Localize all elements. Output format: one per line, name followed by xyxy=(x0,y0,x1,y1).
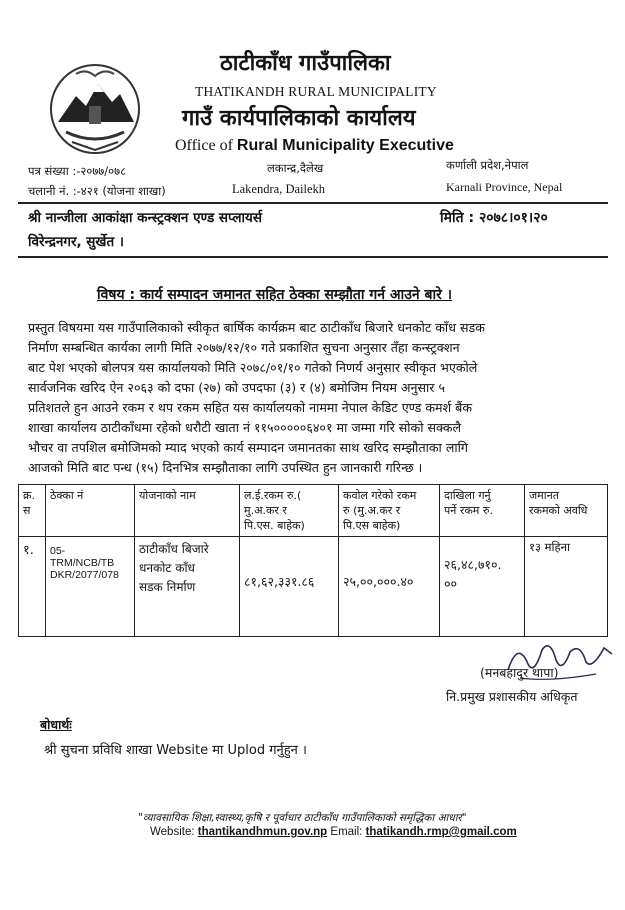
header-bid-amount: कवोल गरेको रकम रु (मु.अ.कर र पि.एस बाहेक) xyxy=(339,485,440,537)
body-line: शाखा कार्यालय ठाटीकाँधमा रहेको धरौटी खाता नं ११५०००००६४०१ मा जम्मा गरि सोको सक्कलै xyxy=(28,420,462,435)
body-line: भौचर वा तपशिल बमोजिमको म्याद भएको कार्य सम्पादन जमानतका साथ खरिद सम्झौताका लागि xyxy=(28,440,468,455)
body-line: निर्माण सम्बन्धित कार्यका लागी मिति २०७७/१२/१० गते प्रकाशित सुचना अनुसार तँहा कन्स्ट्रक्शन xyxy=(28,340,460,355)
table-header-row xyxy=(19,485,608,537)
email-link[interactable]: thatikandh.rmp@gmail.com xyxy=(365,826,517,838)
handwritten-signature xyxy=(500,630,620,690)
province-np: कर्णाली प्रदेश,नेपाल xyxy=(446,158,529,172)
header-guarantee-period: जमानत रकमको अवधि xyxy=(525,485,608,537)
header-project-name: योजनाको नाम xyxy=(135,485,240,537)
office-name-en: Office of Rural Municipality Executive xyxy=(175,137,454,154)
cell-estimate: ८१,६२,३३१.८६ xyxy=(240,537,339,637)
footer-slogan: "व्यावसायिक शिक्षा,स्वास्थ्य,कृषि र पूर्वाधार ठाटीकाँध गाउँपालिकाको समृद्धिका आधार" xyxy=(138,812,467,824)
header-estimate: ल.ई.रकम रु.( मु.अ.कर र पि.एस. बाहेक) xyxy=(240,485,339,537)
recipient-name: श्री नान्जीला आकांक्षा कन्स्ट्रक्शन एण्ड सप्लायर्स xyxy=(28,210,263,226)
province-en: Karnali Province, Nepal xyxy=(446,180,563,194)
letter-number: पत्र संख्या :-२०७७/०७८ xyxy=(28,164,127,178)
recipient-address: विरेन्द्रनगर, सुर्खेत । xyxy=(28,234,124,250)
header-divider xyxy=(18,202,608,204)
signatory-name: (मनबहादुर थापा) xyxy=(480,665,559,680)
cell-contract-no: 05- TRM/NCB/TB DKR/2077/078 xyxy=(46,537,135,637)
table-row xyxy=(19,537,608,637)
cell-project-name: ठाटीकाँध बिजारे धनकोट काँध सडक निर्माण xyxy=(135,537,240,637)
letter-date: मिति : २०७८।०१।२० xyxy=(440,210,548,226)
location-np: लकान्द्र,दैलेख xyxy=(267,161,324,175)
cell-deposit: २६,४८,७१०. ०० xyxy=(440,537,525,637)
signatory-title: नि.प्रमुख प्रशासकीय अधिकृत xyxy=(446,689,578,704)
cell-guarantee-period: १३ महिना xyxy=(525,537,608,637)
header-sn: क्र. स xyxy=(19,485,46,537)
header-contract-no: ठेक्का नं xyxy=(46,485,135,537)
location-en: Lakendra, Dailekh xyxy=(232,182,326,196)
cell-sn: १. xyxy=(19,537,46,637)
subject-line: विषय : कार्य सम्पादन जमानत सहित ठेक्का सम्झौता गर्न आउने बारे । xyxy=(97,287,453,303)
website-link[interactable]: thantikandhmun.gov.np xyxy=(197,826,328,838)
cc-line: श्री सुचना प्रविधि शाखा Website मा Uplod गर्नुहुन । xyxy=(44,743,307,758)
org-name-np: ठाटीकाँध गाउँपालिका xyxy=(220,51,391,76)
cell-bid-amount: २५,००,०००.४० xyxy=(339,537,440,637)
body-line: प्रस्तुत विषयमा यस गाउँपालिकाको स्वीकृत बार्षिक कार्यक्रम बाट ठाटीकाँध बिजारे धनकोट काँध सडक xyxy=(28,320,485,335)
body-text xyxy=(28,318,608,478)
body-line: प्रतिशतले हुन आउने रकम र थप रकम सहित यस कार्यालयको नाममा नेपाल केडिट एण्ड कमर्श बैंक xyxy=(28,400,473,415)
contract-table xyxy=(18,484,608,637)
cc-label: बोधार्थः xyxy=(40,717,72,732)
recipient-divider xyxy=(18,256,608,258)
org-name-en: THATIKANDH RURAL MUNICIPALITY xyxy=(195,84,437,99)
office-name-np: गाउँ कार्यपालिकाको कार्यालय xyxy=(182,106,416,131)
body-line: बाट पेश भएको बोलपत्र यस कार्यालयको मिति २०७८/०१/१० गतेको निणर्य अनुसार स्वीकृत भएकोले xyxy=(28,360,478,375)
header-deposit: दाखिला गर्नु पर्ने रकम रु. xyxy=(440,485,525,537)
body-line: आजको मिति बाट पन्ध (१५) दिनभित्र सम्झौताका लागि उपस्थित हुन जानकारी गरिन्छ । xyxy=(28,460,423,475)
nepal-emblem xyxy=(46,62,144,156)
dispatch-number: चलानी नं. :-४२१ (योजना शाखा) xyxy=(28,184,166,198)
footer-contact: Website: thantikandhmun.gov.np Email: thatikandh.rmp@gmail.com xyxy=(150,826,517,838)
body-line: सार्वजनिक खरिद ऐन २०६३ को दफा (२७) को उपदफा (३) र (४) बमोजिम नियम अनुसार ५ xyxy=(28,380,446,395)
